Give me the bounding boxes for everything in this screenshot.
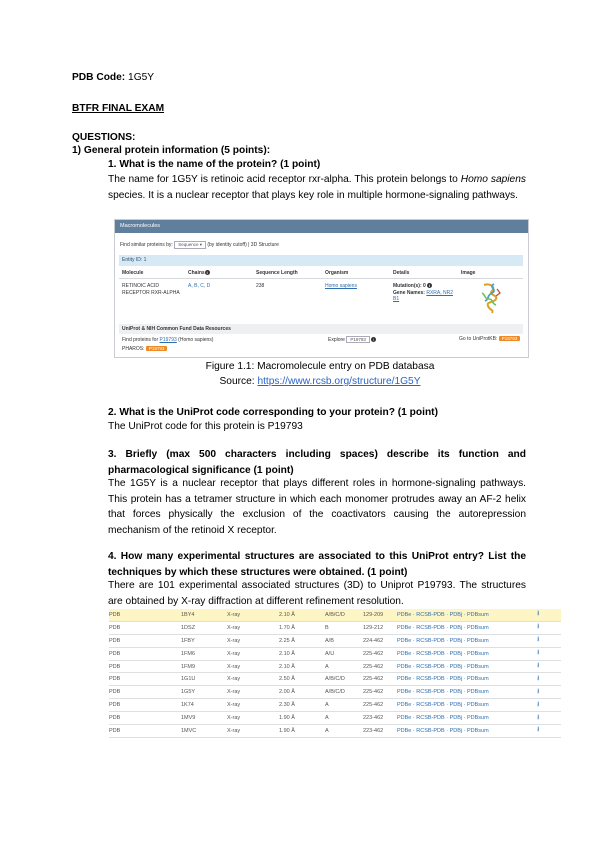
method-cell: X-ray <box>227 647 279 660</box>
db-cell: PDB <box>109 634 181 647</box>
pdb-id-cell: 1FBY <box>181 634 227 647</box>
links-cell[interactable]: PDBe · RCSB-PDB · PDBj · PDBsum <box>397 634 537 647</box>
db-cell: PDB <box>109 725 181 738</box>
db-cell: PDB <box>109 660 181 673</box>
positions-cell: 225-462 <box>363 699 397 712</box>
structure-row <box>109 712 561 725</box>
download-icon[interactable]: ⭳ <box>537 700 540 708</box>
download-icon[interactable]: ⭳ <box>537 649 540 657</box>
positions-cell: 224-462 <box>363 634 397 647</box>
download-cell <box>537 686 561 699</box>
download-cell <box>537 673 561 686</box>
info-icon[interactable]: i <box>206 270 208 276</box>
resolution-cell: 2.10 Å <box>279 647 325 660</box>
goto-uniprot-button[interactable]: P19793 <box>499 336 521 341</box>
db-cell: PDB <box>109 673 181 686</box>
positions-cell: 225-462 <box>363 686 397 699</box>
chains-value[interactable]: A, B, C, D <box>188 283 211 289</box>
chains-cell: A/B/C/D <box>325 673 363 686</box>
resolution-cell: 2.30 Å <box>279 699 325 712</box>
pdb-id-cell: 1BY4 <box>181 609 227 621</box>
find-similar-label: Find similar proteins by: <box>120 242 173 248</box>
db-cell: PDB <box>109 699 181 712</box>
download-cell <box>537 712 561 725</box>
details-cell <box>393 283 453 303</box>
cutoff-label[interactable]: (by identity cutoff) | 3D Structure <box>207 242 279 248</box>
method-cell: X-ray <box>227 634 279 647</box>
positions-cell: 223-462 <box>363 725 397 738</box>
gene-names-link[interactable]: RXRA, NR2 <box>426 289 454 296</box>
resolution-cell: 2.10 Å <box>279 660 325 673</box>
links-cell[interactable]: PDBe · RCSB-PDB · PDBj · PDBsum <box>397 660 537 673</box>
resolution-cell: 2.25 Å <box>279 634 325 647</box>
method-cell: X-ray <box>227 725 279 738</box>
pdb-id-cell: 1G1U <box>181 673 227 686</box>
pdb-id-cell: 1DSZ <box>181 621 227 634</box>
pdb-id-cell: 1G5Y <box>181 686 227 699</box>
structure-row <box>109 686 561 699</box>
links-cell[interactable]: PDBe · RCSB-PDB · PDBj · PDBsum <box>397 673 537 686</box>
resolution-cell: 2.00 Å <box>279 686 325 699</box>
structures-table <box>109 609 561 738</box>
q1-title: 1. What is the name of the protein? (1 point) <box>108 159 321 170</box>
explore-line: Explore P19793 i <box>328 336 376 343</box>
molecule-line-1: RETINOIC ACID <box>122 283 159 289</box>
db-cell: PDB <box>109 609 181 621</box>
chains-cell: A/B/C/D <box>325 686 363 699</box>
method-cell: X-ray <box>227 712 279 725</box>
mutation-info-icon[interactable]: i <box>429 283 431 289</box>
col-organism: Organism <box>325 270 349 276</box>
pdb-id-cell: 1K74 <box>181 699 227 712</box>
q1-answer-part1: The name for 1G5Y is retinoic acid receptor rxr-alpha. This protein belongs to <box>108 174 461 185</box>
entity-id-bar: Entity ID: 1 <box>119 255 523 266</box>
col-molecule: Molecule <box>122 270 144 276</box>
molecule-line-2: RECEPTOR RXR-ALPHA <box>122 289 180 296</box>
links-cell[interactable]: PDBe · RCSB-PDB · PDBj · PDBsum <box>397 699 537 712</box>
pdb-macromolecule-panel <box>114 219 529 358</box>
section-1-heading: 1) General protein information (5 points): <box>72 145 271 156</box>
pharos-line: PHAROS: P19793 <box>122 346 167 352</box>
db-cell: PDB <box>109 621 181 634</box>
links-cell[interactable]: PDBe · RCSB-PDB · PDBj · PDBsum <box>397 686 537 699</box>
q2-title: 2. What is the UniProt code corresponding to your protein? (1 point) <box>108 407 438 418</box>
structure-row <box>109 673 561 686</box>
links-cell[interactable]: PDBe · RCSB-PDB · PDBj · PDBsum <box>397 725 537 738</box>
mutations-line: Mutation(s): 0 i <box>393 283 431 289</box>
structure-row <box>109 647 561 660</box>
q3-title: 3. Briefly (max 500 characters including spaces) describe its function and pharmacological significance (1 point) <box>108 449 526 476</box>
pharos-button[interactable]: P19793 <box>146 346 168 351</box>
col-chains: Chains i <box>188 270 208 276</box>
resolution-cell: 1.90 Å <box>279 725 325 738</box>
method-cell: X-ray <box>227 686 279 699</box>
download-cell <box>537 699 561 712</box>
method-cell: X-ray <box>227 609 279 621</box>
positions-cell: 129-209 <box>363 609 397 621</box>
col-image: Image <box>461 270 476 276</box>
pdb-code-label: PDB Code: <box>72 72 126 83</box>
chains-cell: A <box>325 725 363 738</box>
find-similar-row <box>120 241 279 249</box>
positions-cell: 225-462 <box>363 660 397 673</box>
col-details: Details <box>393 270 410 276</box>
pdb-id-cell: 1FM6 <box>181 647 227 660</box>
method-cell: X-ray <box>227 699 279 712</box>
uniprot-resources-header: UniProt & NIH Common Fund Data Resources <box>119 324 523 334</box>
q2-answer: The UniProt code for this protein is P19793 <box>108 421 303 432</box>
source-line: Source: https://www.rcsb.org/structure/1G5Y <box>219 376 421 387</box>
goto-uniprot-line: Go to UniProtKB: P19793 <box>459 336 520 342</box>
download-icon[interactable]: ⭳ <box>537 713 540 721</box>
protein-structure-image[interactable] <box>478 281 504 315</box>
gene-names-line: Gene Names: RXRA, NR2 <box>393 289 454 296</box>
pdb-code-line <box>72 70 154 86</box>
download-icon[interactable]: ⭳ <box>537 623 540 631</box>
download-cell <box>537 647 561 660</box>
links-cell[interactable]: PDBe · RCSB-PDB · PDBj · PDBsum <box>397 621 537 634</box>
method-cell: X-ray <box>227 673 279 686</box>
method-cell: X-ray <box>227 660 279 673</box>
organism-link[interactable]: Homo sapiens <box>325 283 357 289</box>
download-icon[interactable]: ⭳ <box>537 674 540 682</box>
chains-cell: B <box>325 621 363 634</box>
positions-cell: 129-212 <box>363 621 397 634</box>
q1-answer-part2: species. It is a nuclear receptor that plays key role in multiple hormone-signaling pathways. <box>108 189 518 201</box>
positions-cell: 225-462 <box>363 673 397 686</box>
resolution-cell: 2.10 Å <box>279 609 325 621</box>
db-cell: PDB <box>109 647 181 660</box>
explore-button[interactable]: P19793 <box>346 336 370 343</box>
pdb-id-cell: 1MV9 <box>181 712 227 725</box>
panel-header: Macromolecules <box>115 220 528 233</box>
download-cell <box>537 660 561 673</box>
structure-row <box>109 699 561 712</box>
structure-row <box>109 621 561 634</box>
positions-cell: 223-462 <box>363 712 397 725</box>
chains-cell: A/B <box>325 634 363 647</box>
download-cell <box>537 621 561 634</box>
db-cell: PDB <box>109 712 181 725</box>
chains-cell: A/U <box>325 647 363 660</box>
similarity-select[interactable]: Sequence ▾ <box>174 241 206 249</box>
positions-cell: 225-462 <box>363 647 397 660</box>
structure-row <box>109 660 561 673</box>
download-cell <box>537 609 561 621</box>
find-proteins-line: Find proteins for P19793 (Homo sapiens) <box>122 337 214 343</box>
resolution-cell: 1.90 Å <box>279 712 325 725</box>
resolution-cell: 2.50 Å <box>279 673 325 686</box>
links-cell[interactable]: PDBe · RCSB-PDB · PDBj · PDBsum <box>397 609 537 621</box>
method-cell: X-ray <box>227 621 279 634</box>
structure-row <box>109 634 561 647</box>
structure-row <box>109 725 561 738</box>
molecule-name <box>122 283 180 296</box>
q4-title: 4. How many experimental structures are associated to this UniProt entry? List the techniques by which these structures were obtained. (1 point) <box>108 551 526 578</box>
length-value: 238 <box>256 283 265 289</box>
download-icon[interactable]: ⭳ <box>537 610 540 618</box>
download-icon[interactable]: ⭳ <box>537 687 540 695</box>
q4-answer: There are 101 experimental associated structures (3D) to Uniprot P19793. The structures are obtained by X-ray diffraction at different refinement resolution. <box>108 580 526 607</box>
download-icon[interactable]: ⭳ <box>537 636 540 644</box>
figure-caption: Figure 1.1: Macromolecule entry on PDB databasa <box>205 361 435 372</box>
download-icon[interactable]: ⭳ <box>537 726 540 734</box>
q3-answer: The 1G5Y is a nuclear receptor that plays different roles in hormone-signaling pathways. This protein has a tetramer structure in which each monomer protrudes away an AF-2 helix that forces physically the exclusion of the coactivators causing the autorepression mechanism of the retinoid X receptor. <box>108 478 526 536</box>
chains-cell: A/B/C/D <box>325 609 363 621</box>
structure-row <box>109 609 561 621</box>
source-link[interactable]: https://www.rcsb.org/structure/1G5Y <box>257 376 421 387</box>
links-cell[interactable]: PDBe · RCSB-PDB · PDBj · PDBsum <box>397 712 537 725</box>
pdb-id-cell: 1FM9 <box>181 660 227 673</box>
gene-names-link-2[interactable]: B1 <box>393 296 400 302</box>
db-cell: PDB <box>109 686 181 699</box>
chains-cell: A <box>325 712 363 725</box>
col-sequence-length: Sequence Length <box>256 270 298 276</box>
download-cell <box>537 725 561 738</box>
find-proteins-link[interactable]: P19793 <box>159 337 177 343</box>
download-icon[interactable]: ⭳ <box>537 662 540 669</box>
chains-cell: A <box>325 660 363 673</box>
links-cell[interactable]: PDBe · RCSB-PDB · PDBj · PDBsum <box>397 647 537 660</box>
q1-answer <box>108 172 526 203</box>
pdb-code-value: 1G5Y <box>128 72 155 83</box>
resolution-cell: 1.70 Å <box>279 621 325 634</box>
pdb-id-cell: 1MVC <box>181 725 227 738</box>
explore-info-icon[interactable]: i <box>371 337 376 342</box>
q1-answer-italic: Homo sapiens <box>460 174 526 185</box>
questions-heading: QUESTIONS: <box>72 132 136 143</box>
download-cell <box>537 634 561 647</box>
exam-title: BTFR FINAL EXAM <box>72 103 165 114</box>
chains-cell: A <box>325 699 363 712</box>
